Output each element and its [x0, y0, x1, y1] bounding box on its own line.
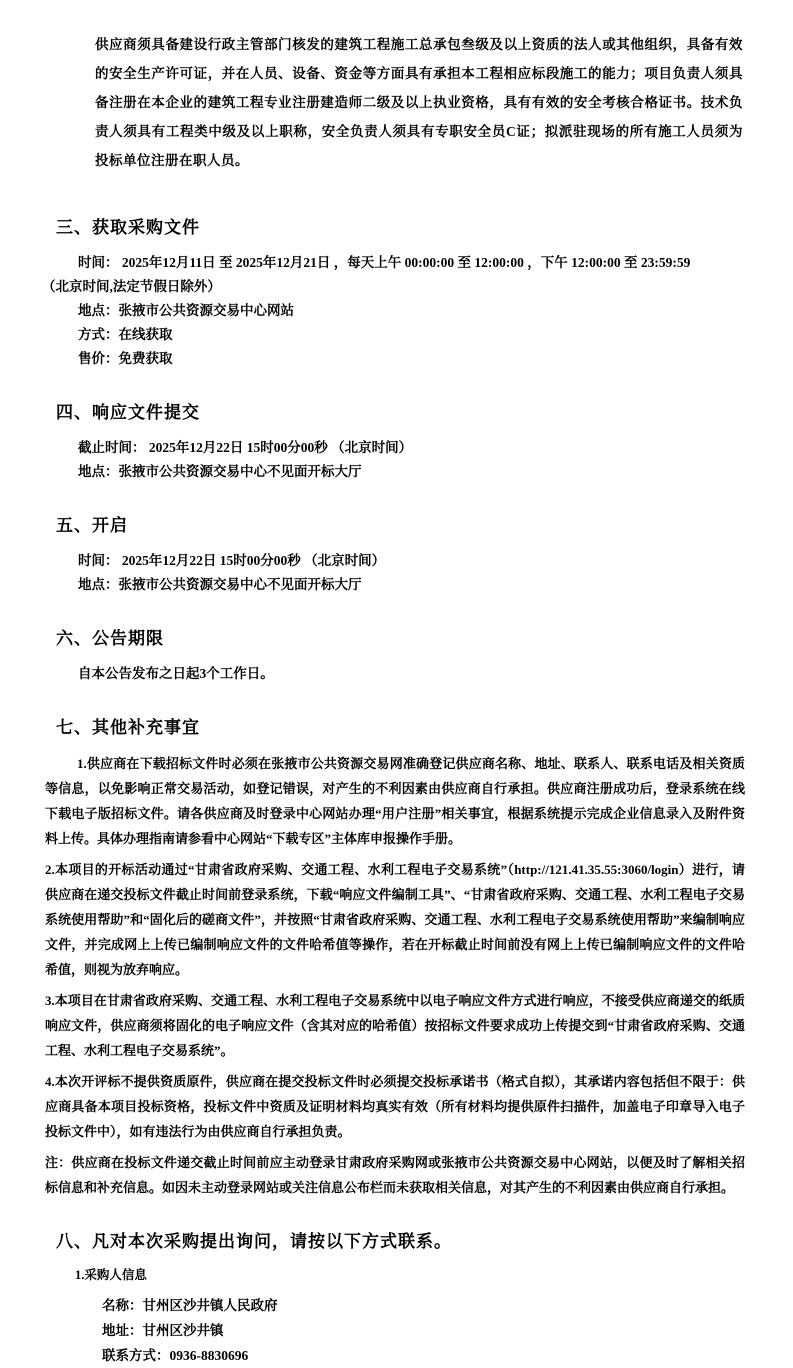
section-5-heading: 五、开启 [56, 516, 128, 535]
section-3-method-line: 方式：在线获取 [78, 327, 173, 342]
supplementary-paragraph-3: 3.本项目在甘肃省政府采购、交通工程、水利工程电子交易系统中以电子响应文件方式进行响应，不接受供应商递交的纸质响应文件，供应商须将固化的电子响应文件（含其对应的哈希值）按招标文件要求成功上传提交到“甘肃省政府采购、交通工程、水利工程电子交易系统”。 [45, 993, 745, 1058]
section-3-time-note: （北京时间,法定节假日除外） [42, 279, 221, 294]
purchaser-info-label: 1.采购人信息 [75, 1268, 147, 1282]
supplementary-note: 注：供应商在投标文件递交截止时间前应主动登录甘肃政府采购网或张掖市公共资源交易中心网站，以便及时了解相关招标信息和补充信息。如因未主动登录网站或关注信息公布栏而未获取相关信息，对其产生的不利因素由供应商自行承担。 [45, 1155, 745, 1195]
section-3-location-line: 地点：张掖市公共资源交易中心网站 [78, 303, 294, 318]
section-4-deadline-line: 截止时间： 2025年12月22日 15时00分00秒 （北京时间） [78, 440, 413, 455]
purchaser-contact-line: 联系方式：0936-8830696 [102, 1348, 249, 1363]
section-7-heading: 七、其他补充事宜 [56, 718, 200, 737]
purchaser-name-line: 名称：甘州区沙井镇人民政府 [102, 1298, 278, 1313]
section-3-time-line: 时间： 2025年12月11日 至 2025年12月21日 ，每天上午 00:00:00 至 12:00:00 ，下午 12:00:00 至 23:59:59 [78, 255, 691, 270]
supplementary-paragraph-4: 4.本次开评标不提供资质原件，供应商在提交投标文件时必须提交投标承诺书（格式自拟），其承诺内容包括但不限于：供应商具备本项目投标资格，投标文件中资质及证明材料均真实有效（所有材料均提供原件扫描件，加盖电子印章导入电子投标文件中），如有违法行为由供应商自行承担负责。 [45, 1074, 745, 1139]
section-5-time-line: 时间： 2025年12月22日 15时00分00秒 （北京时间） [78, 553, 386, 568]
section-3-heading: 三、获取采购文件 [56, 218, 200, 237]
section-3-price-line: 售价：免费获取 [78, 351, 173, 366]
section-4-heading: 四、响应文件提交 [56, 403, 200, 422]
purchaser-address-line: 地址：甘州区沙井镇 [102, 1323, 224, 1338]
section-4-location-line: 地点：张掖市公共资源交易中心不见面开标大厅 [78, 464, 362, 479]
intro-qualification-paragraph: 供应商须具备建设行政主管部门核发的建筑工程施工总承包叁级及以上资质的法人或其他组织，具备有效的安全生产许可证，并在人员、设备、资金等方面具有承担本工程相应标段施工的能力；项目负责人须具备注册在本企业的建筑工程专业注册建造师二级及以上执业资格，具有有效的安全考核合格证书。技术负责人须具有工程类中级及以上职称，安全负责人须具有专职安全员C证；拟派驻现场的所有施工人员须为投标单位注册在职人员。 [95, 37, 743, 168]
supplementary-paragraph-1: 1.供应商在下载招标文件时必须在张掖市公共资源交易网准确登记供应商名称、地址、联系人、联系电话及相关资质等信息，以免影响正常交易活动，如登记错误，对产生的不利因素由供应商自行承担。供应商注册成功后，登录系统在线下载电子版招标文件。请各供应商及时登录中心网站办理“用户注册”相关事宜，根据系统提示完成企业信息录入及附件资料上传。具体办理指南请参看中心网站“下载专区”主体库申报操作手册。 [45, 756, 745, 846]
section-6-body: 自本公告发布之日起3个工作日。 [78, 666, 274, 681]
supplementary-paragraph-2: 2.本项目的开标活动通过“甘肃省政府采购、交通工程、水利工程电子交易系统”（http://121.41.35.55:3060/login）进行，请供应商在递交投标文件截止时间前登录系统，下载“响应文件编制工具”、“甘肃省政府采购、交通工程、水利工程电子交易系统使用帮助”和“固化后的磋商文件”，并按照“甘肃省政府采购、交通工程、水利工程电子交易系统使用帮助”来编制响应文件，并完成网上上传已编制响应文件的文件哈希值等操作，若在开标截止时间前没有网上上传已编制响应文件的文件哈希值，则视为放弃响应。 [45, 862, 745, 977]
section-5-location-line: 地点：张掖市公共资源交易中心不见面开标大厅 [78, 577, 362, 592]
section-6-heading: 六、公告期限 [56, 629, 164, 648]
section-8-heading: 八、凡对本次采购提出询问，请按以下方式联系。 [56, 1232, 452, 1251]
